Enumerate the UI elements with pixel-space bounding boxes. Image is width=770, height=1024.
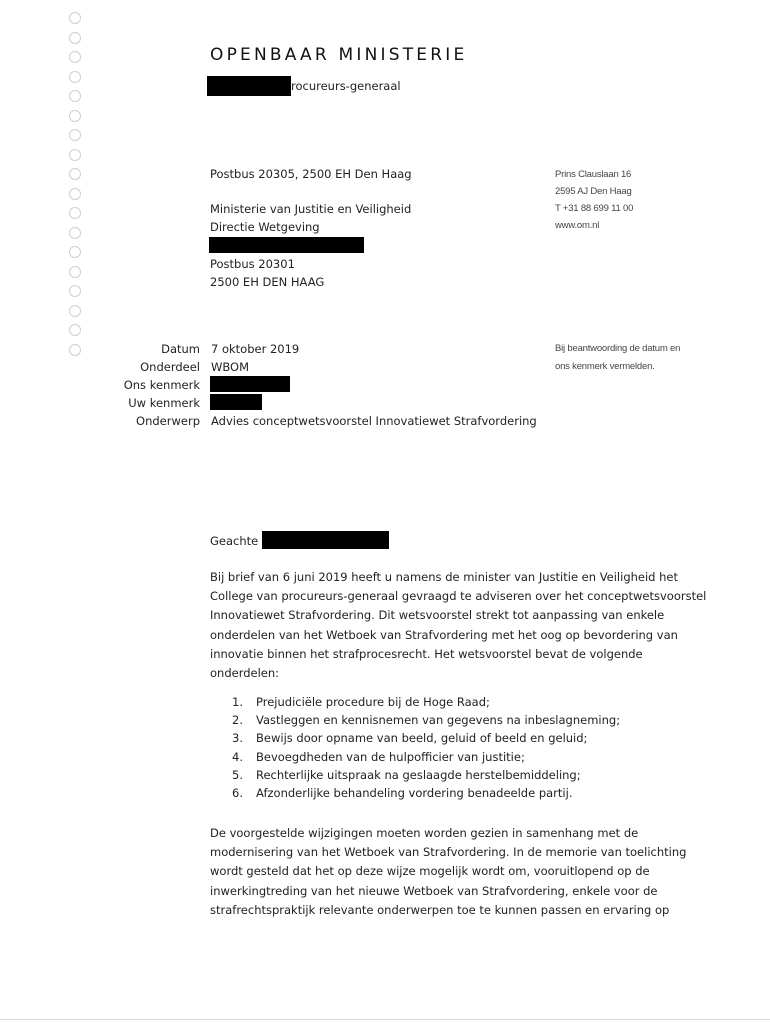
meta-label-datum: Datum bbox=[161, 342, 200, 356]
list-item-text: Bewijs door opname van beeld, geluid of beeld en geluid; bbox=[256, 731, 588, 746]
meta-label-uw-kenmerk: Uw kenmerk bbox=[128, 396, 200, 410]
list-item-text: Rechterlijke uitspraak na geslaagde herstelbemiddeling; bbox=[256, 767, 581, 782]
redaction-block bbox=[209, 237, 364, 253]
numbered-list bbox=[232, 695, 702, 804]
body-paragraph-2: De voorgestelde wijzigingen moeten worden gezien in samenhang met de modernisering van het Wetboek van Strafvordering. In de memorie van toelichting wordt gesteld dat het op deze wijze mogelijk wordt om, vooruitlopend op de inwerkingtreding van het nieuwe Wetboek van Strafvordering, enkele voor de strafrechtspraktijk relevante onderwerpen toe te kunnen passen en ervaring op bbox=[210, 826, 687, 917]
meta-value-onderdeel: WBOM bbox=[211, 360, 250, 374]
redaction-block bbox=[262, 531, 389, 549]
meta-label-onderwerp: Onderwerp bbox=[136, 414, 200, 428]
meta-value-onderwerp: Advies conceptwetsvoorstel Innovatiewet Strafvordering bbox=[211, 414, 537, 428]
list-item-number: 4. bbox=[232, 749, 243, 764]
list-item-text: Afzonderlijke behandeling vordering benadeelde partij. bbox=[256, 785, 573, 800]
list-item bbox=[232, 786, 702, 804]
redaction-block bbox=[210, 376, 290, 392]
list-item bbox=[232, 768, 702, 786]
meta-label-ons-kenmerk: Ons kenmerk bbox=[123, 378, 200, 392]
department-name: rocureurs-generaal bbox=[291, 79, 401, 93]
body-paragraph-1: Bij brief van 6 juni 2019 heeft u namens de minister van Justitie en Veiligheid het College van procureurs-generaal gevraagd te adviseren over het conceptwetsvoorstel Innovatiewet Strafvordering. Dit wetsvoorstel strekt tot aanpassing van enkele onderdelen van het Wetboek van Strafvordering met het oog op bevordering van innovatie binnen het strafprocesrecht. Het wetsvoorstel bevat de volgende onderdelen: bbox=[210, 570, 707, 681]
list-item-number: 3. bbox=[232, 731, 243, 746]
sender-address: Postbus 20305, 2500 EH Den Haag bbox=[210, 167, 412, 181]
contact-street: Prins Clauslaan 16 bbox=[555, 169, 632, 180]
meta-label-onderdeel: Onderdeel bbox=[140, 360, 200, 374]
list-item-text: Bevoegdheden van de hulpofficier van justitie; bbox=[256, 749, 525, 764]
salutation: Geachte bbox=[210, 534, 259, 548]
list-item-number: 5. bbox=[232, 767, 243, 782]
list-item bbox=[232, 713, 702, 731]
page-edge-divider bbox=[0, 1019, 770, 1020]
organization-name: OPENBAAR MINISTERIE bbox=[210, 45, 468, 65]
margin-stamp-marks bbox=[66, 12, 86, 327]
list-item bbox=[232, 750, 702, 768]
recipient-line-1: Ministerie van Justitie en Veiligheid bbox=[210, 202, 412, 216]
list-item bbox=[232, 731, 702, 749]
reply-note-line-2: ons kenmerk vermelden. bbox=[555, 361, 655, 372]
redaction-block bbox=[207, 76, 291, 96]
list-item-number: 1. bbox=[232, 695, 243, 709]
list-item-text: Vastleggen en kennisnemen van gegevens na inbeslagneming; bbox=[256, 713, 621, 728]
list-item bbox=[232, 695, 702, 713]
recipient-line-2: Directie Wetgeving bbox=[210, 220, 320, 234]
meta-value-datum: 7 oktober 2019 bbox=[211, 342, 300, 356]
recipient-line-5: 2500 EH DEN HAAG bbox=[210, 275, 325, 289]
list-item-number: 6. bbox=[232, 785, 243, 800]
redaction-block bbox=[210, 394, 262, 410]
contact-website: www.om.nl bbox=[555, 220, 600, 231]
contact-postal: 2595 AJ Den Haag bbox=[555, 186, 632, 197]
recipient-line-4: Postbus 20301 bbox=[210, 257, 295, 271]
contact-phone: T +31 88 699 11 00 bbox=[555, 203, 634, 214]
list-item-number: 2. bbox=[232, 713, 243, 728]
reply-note-line-1: Bij beantwoording de datum en bbox=[555, 343, 681, 354]
list-item-text: Prejudiciële procedure bij de Hoge Raad; bbox=[256, 695, 490, 709]
